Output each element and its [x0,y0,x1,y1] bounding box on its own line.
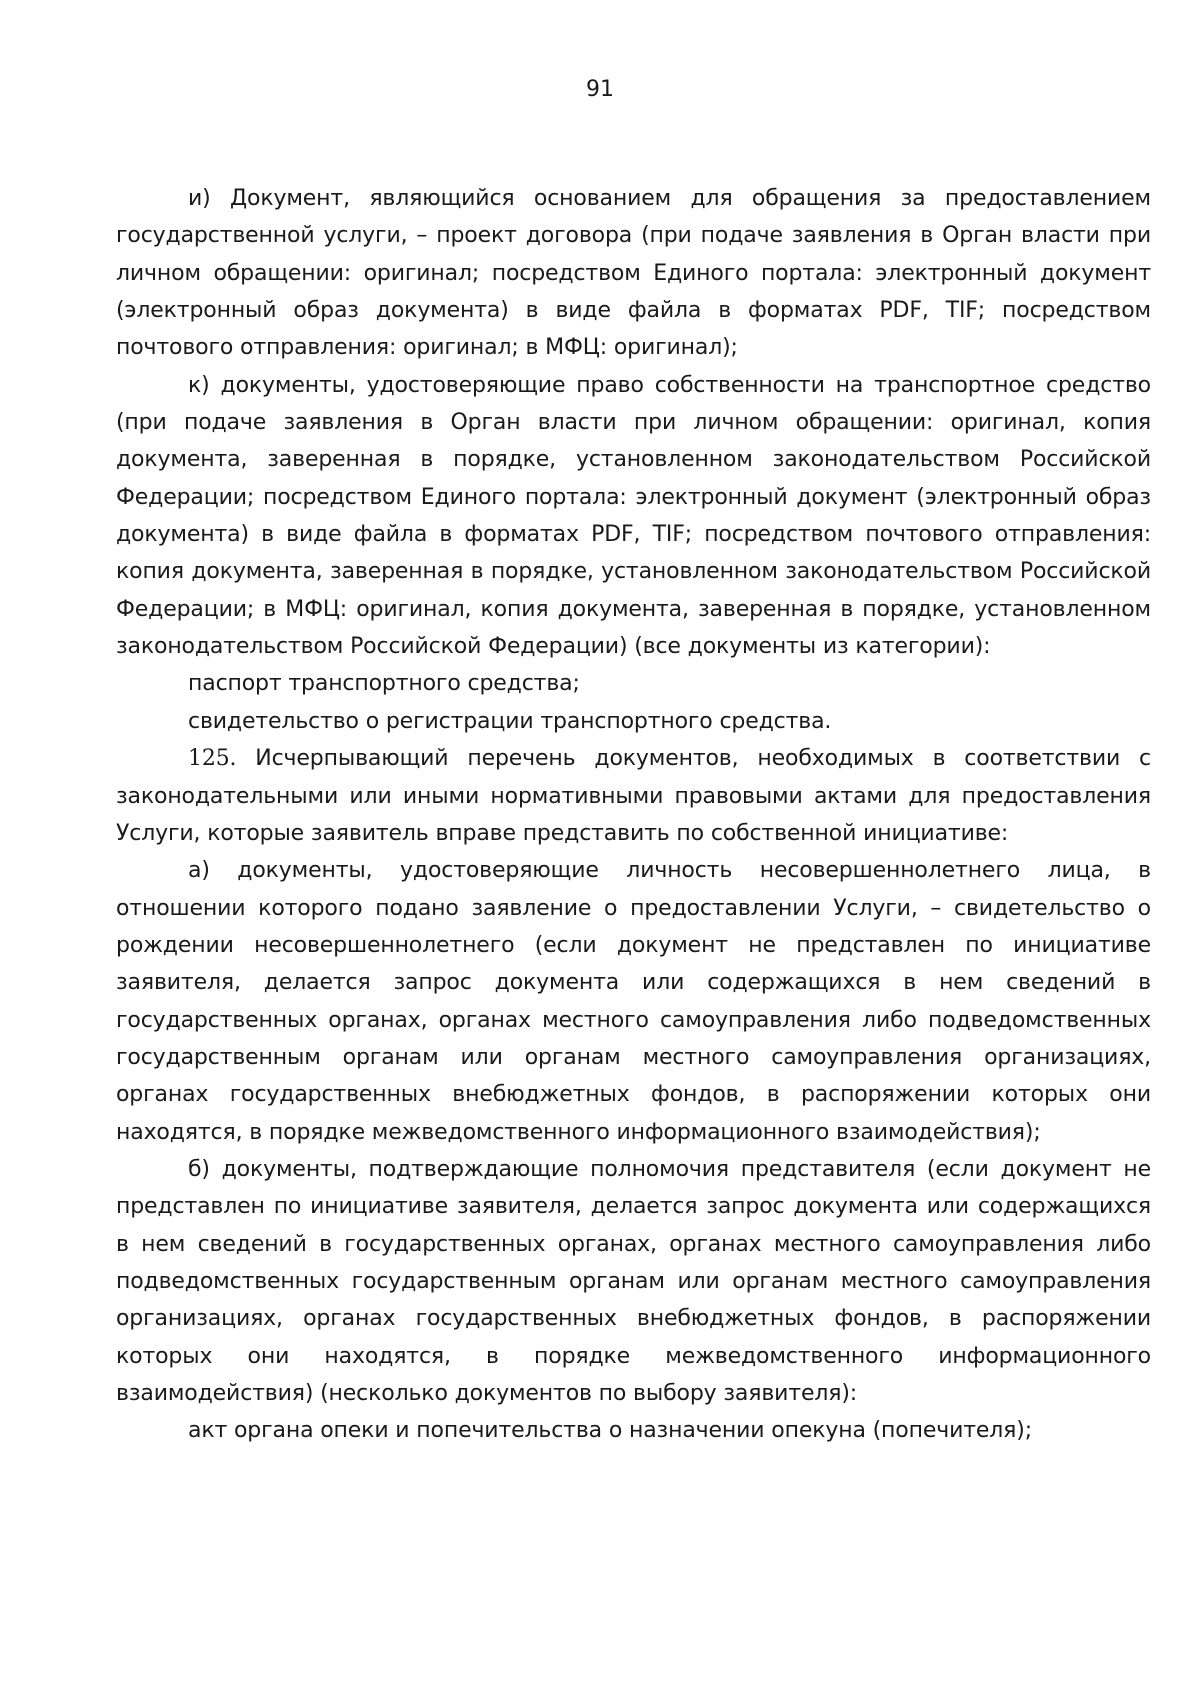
paragraph-item-k: к) документы, удостоверяющие право собственности на транспортное средство (при подаче заявления в Орган власти при личном обращении: оригинал, копия документа, заверенная в порядке, установленном законодательством Российской Федерации; посредством Единого портала: электронный документ (электронный образ документа) в виде файла в форматах PDF, TIF; посредством почтового отправления: копия документа, заверенная в порядке, установленном законодательством Российской Федерации; в МФЦ: оригинал, копия документа, заверенная в порядке, установленном законодательством Российской Федерации) (все документы из категории): [116,372,1151,660]
paragraph-item-i: и) Документ, являющийся основанием для обращения за предоставлением государственной услуги, – проект договора (при подаче заявления в Орган власти при личном обращении: оригинал; посредством Единого портала: электронный документ (электронный образ документа) в виде файла в форматах PDF, TIF; посредством почтового отправления: оригинал; в МФЦ: оригинал); [116,186,1151,361]
clause-text: Исчерпывающий перечень документов, необходимых в соответствии с законодательными или иными нормативными правовыми актами для предоставления Услуги, которые заявитель вправе представить по собственной инициативе: [116,746,1151,846]
paragraph-list-entry-guardianship-act: акт органа опеки и попечительства о назначении опекуна (попечителя); [188,1418,1032,1444]
paragraph-item-b: б) документы, подтверждающие полномочия представителя (если документ не представлен по инициативе заявителя, делается запрос документа или содержащихся в нем сведений в государственных органах, органах местного самоуправления либо подведомственных государственным органам или органам местного самоуправления организациях, органах государственных внебюджетных фондов, в распоряжении которых они находятся, в порядке межведомственного информационного взаимодействия) (несколько документов по выбору заявителя): [116,1156,1151,1406]
paragraph-item-a: а) документы, удостоверяющие личность несовершеннолетнего лица, в отношении которого подано заявление о предоставлении Услуги, – свидетельство о рождении несовершеннолетнего (если документ не представлен по инициативе заявителя, делается запрос документа или содержащихся в нем сведений в государственных органах, органах местного самоуправления либо подведомственных государственным органам или органам местного самоуправления организациях, органах государственных внебюджетных фондов, в распоряжении которых они находятся, в порядке межведомственного информационного взаимодействия); [116,858,1151,1145]
paragraph-list-entry-passport: паспорт транспортного средства; [188,671,580,697]
page-number: 91 [586,77,614,102]
paragraph-list-entry-registration: свидетельство о регистрации транспортного средства. [188,708,832,734]
clause-number: 125. [188,746,237,772]
paragraph-clause-125 [116,740,1151,852]
document-body [116,180,1151,1450]
